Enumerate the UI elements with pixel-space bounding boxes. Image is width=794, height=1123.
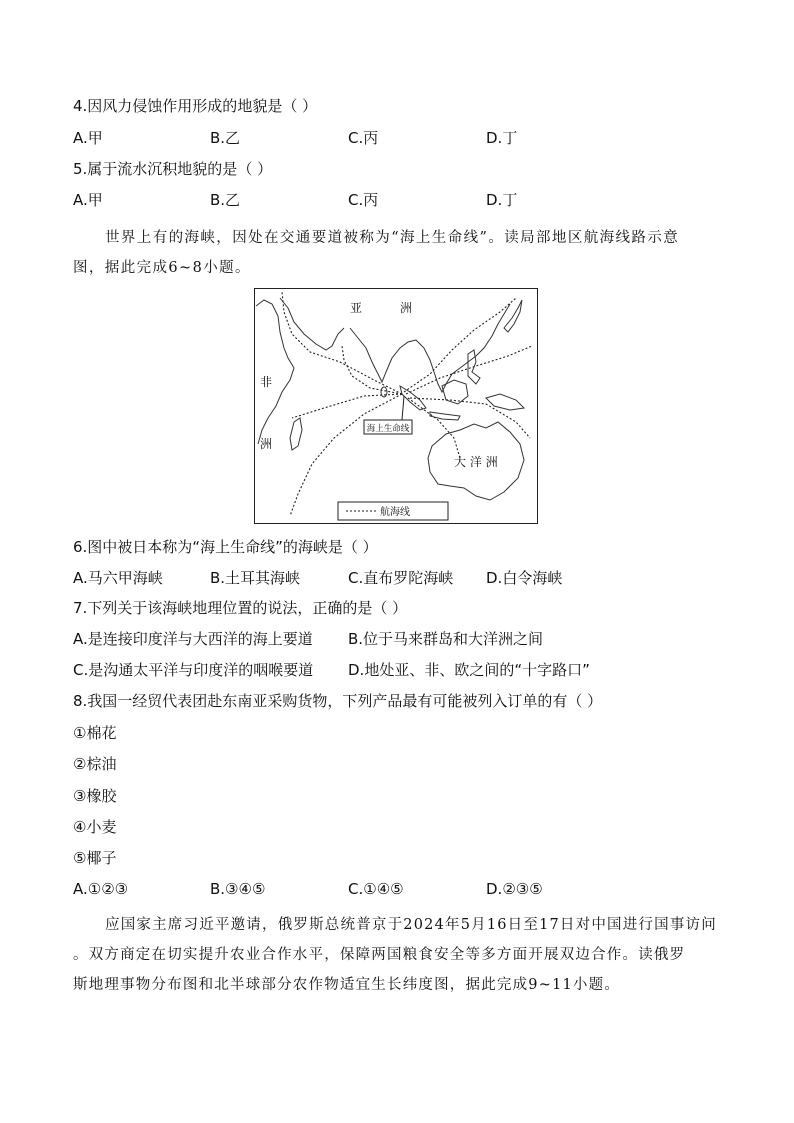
q7-option-b: B.位于马来群岛和大洋洲之间 — [348, 630, 544, 648]
question-8-stem: 8.我国一经贸代表团赴东南亚采购货物，下列产品最有可能被列入订单的有（ ） — [73, 692, 603, 710]
q4-option-b: B.乙 — [210, 129, 241, 147]
asia-label-2: 洲 — [400, 301, 413, 315]
q8-option-d: D.②③⑤ — [486, 880, 543, 898]
q4-option-a: A.甲 — [73, 129, 103, 147]
q4-option-c: C.丙 — [348, 129, 379, 147]
intro-paragraph-1-line-2: 图，据此完成6~8小题。 — [73, 260, 251, 276]
q5-option-d: D.丁 — [486, 191, 518, 209]
q4-option-d: D.丁 — [486, 129, 518, 147]
q6-option-d: D.白令海峡 — [486, 569, 563, 587]
question-4-stem: 4.因风力侵蚀作用形成的地貌是（ ） — [73, 97, 318, 115]
sea-route-map — [254, 288, 538, 524]
q8-option-b: B.③④⑤ — [210, 880, 266, 898]
q8-item-1: ①棉花 — [73, 724, 117, 742]
intro-paragraph-2-line-2: 。双方商定在切实提升农业合作水平，保障两国粮食安全等多方面开展双边合作。读俄罗 — [73, 947, 686, 963]
q7-option-a: A.是连接印度洋与大西洋的海上要道 — [73, 630, 313, 648]
q7-option-c: C.是沟通太平洋与印度洋的咽喉要道 — [73, 661, 314, 679]
q8-option-a: A.①②③ — [73, 880, 129, 898]
oceania-label: 大 洋 洲 — [454, 455, 498, 469]
intro-paragraph-1-line-1: 世界上有的海峡，因处在交通要道被称为“海上生命线”。读局部地区航海线路示意 — [105, 230, 680, 246]
legend-label: 航海线 — [380, 507, 410, 518]
question-5-stem: 5.属于流水沉积地貌的是（ ） — [73, 160, 273, 178]
q6-option-c: C.直布罗陀海峡 — [348, 569, 454, 587]
question-7-stem: 7.下列关于该海峡地理位置的说法，正确的是（ ） — [73, 599, 408, 617]
q6-option-b: B.土耳其海峡 — [210, 569, 301, 587]
question-6-stem: 6.图中被日本称为“海上生命线”的海峡是（ ） — [73, 538, 378, 556]
q8-item-5: ⑤椰子 — [73, 849, 117, 867]
lifeline-label: 海上生命线 — [366, 424, 410, 434]
africa-label-1: 非 — [260, 375, 273, 389]
q8-option-c: C.①④⑤ — [348, 880, 404, 898]
q6-option-a: A.马六甲海峡 — [73, 569, 163, 587]
q7-option-d: D.地处亚、非、欧之间的“十字路口” — [348, 661, 590, 679]
q5-option-c: C.丙 — [348, 191, 379, 209]
q8-item-2: ②棕油 — [73, 755, 117, 773]
q5-option-a: A.甲 — [73, 191, 103, 209]
intro-paragraph-2-line-1: 应国家主席习近平邀请，俄罗斯总统普京于2024年5月16日至17日对中国进行国事访问 — [105, 917, 717, 933]
africa-label-2: 洲 — [260, 437, 273, 451]
q8-item-3: ③橡胶 — [73, 787, 117, 805]
intro-paragraph-2-line-3: 斯地理事物分布图和北半球部分农作物适宜生长纬度图，据此完成9~11小题。 — [73, 977, 621, 993]
q8-item-4: ④小麦 — [73, 818, 117, 836]
asia-label-1: 亚 — [350, 301, 363, 315]
q5-option-b: B.乙 — [210, 191, 241, 209]
